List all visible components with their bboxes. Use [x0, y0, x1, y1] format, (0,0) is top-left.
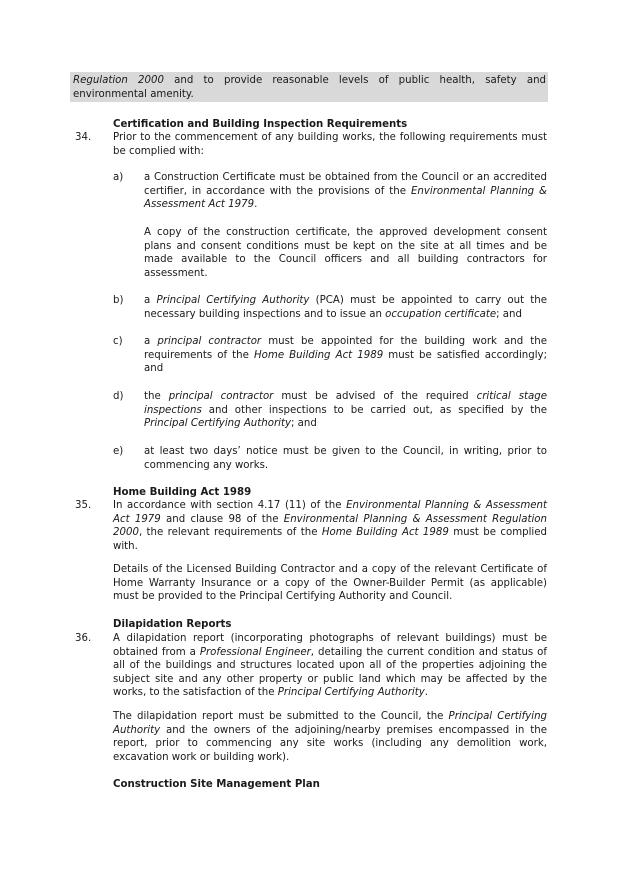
item-b-text: [144, 294, 547, 321]
section-35-text: [113, 499, 547, 553]
s35-part-1: In accordance with section 4.17 (11) of the: [113, 500, 347, 511]
item-a-text-end: .: [254, 199, 258, 210]
section-35-heading: Home Building Act 1989: [113, 487, 252, 498]
item-c-part-2: principal contractor: [157, 336, 262, 347]
item-c-part-4: Home Building Act 1989: [254, 349, 384, 361]
section-35-paragraph-2: Details of the Licensed Building Contractor and a copy of the relevant Certificate of Home Warranty Insurance or a copy of the Owner-Builder Permit (as applicable) must be provided to the Principal Certifying Authority and Council.: [113, 564, 547, 602]
section-36-number: 36.: [75, 633, 92, 644]
section-36-paragraph-2: [113, 710, 547, 764]
item-a-text: [144, 171, 547, 212]
item-b-part-2: Principal Certifying Authority: [156, 295, 310, 306]
s36-part-2: Professional Engineer: [199, 646, 311, 658]
section-36-heading: Dilapidation Reports: [113, 619, 232, 630]
item-b-part-1: a: [144, 295, 157, 306]
section-37-heading: Construction Site Management Plan: [113, 779, 320, 790]
s35-part-5: , the relevant requirements of the: [138, 527, 322, 538]
intro-text: and to provide reasonable levels of public health, safety and environmental amenity.: [73, 75, 546, 100]
item-a-act-title: Environmental Planning & Assessment Act 1979: [144, 185, 547, 210]
item-a-paragraph-2: A copy of the construction certificate, the approved development consent plans and consent conditions must be kept on the site at all times and be made available to the Council officers and all building contractors for assessment.: [144, 227, 547, 279]
s36-p2-part-3: and the owners of the adjoining/nearby premises encompassed in the report, prior to commencing any site works (including any demolition work, excavation work or building work).: [113, 724, 547, 763]
s35-part-4: Environmental Planning & Assessment Regulation 2000: [113, 513, 547, 538]
item-c-part-5: must be satisfied accordingly; and: [144, 349, 548, 374]
intro-italic-text: Regulation 2000: [73, 75, 164, 86]
section-35-number: 35.: [75, 500, 92, 511]
item-e-text: at least two days’ notice must be given to the Council, in writing, prior to commencing any works.: [144, 446, 547, 471]
item-c-part-3: must be appointed for the building work and the requirements of the: [144, 336, 548, 361]
item-d-part-3: must be advised of the required: [273, 391, 477, 402]
item-b-part-4: occupation certificate: [385, 308, 497, 320]
item-d-part-5: and other inspections to be carried out, as specified by the: [201, 404, 547, 416]
section-34-heading: Certification and Building Inspection Requirements: [113, 119, 408, 130]
s36-part-5: .: [424, 687, 428, 698]
section-34-lead: Prior to the commencement of any building works, the following requirements must be complied with:: [113, 132, 547, 157]
s36-p2-part-2: Principal Certifying Authority: [113, 711, 548, 736]
item-d-part-7: ; and: [290, 418, 317, 429]
s36-part-3: , detailing the current condition and status of all of the buildings and structures located upon all of the properties adjoining the subject site and any other property or public land which may be affected by the works, to the satisfaction of the: [113, 646, 548, 698]
item-c-part-1: a: [144, 336, 158, 347]
intro-shaded-paragraph: [70, 72, 548, 102]
section-34-number: 34.: [75, 132, 92, 143]
s36-part-1: A dilapidation report (incorporating photographs of relevant buildings) must be obtained from a: [113, 633, 547, 658]
item-d-part-1: the: [144, 391, 169, 402]
item-c-label: c): [113, 336, 123, 347]
item-d-part-2: principal contractor: [168, 391, 274, 402]
s35-part-7: must be complied with.: [113, 527, 547, 552]
section-36-text: [113, 632, 547, 700]
item-d-part-4: critical stage inspections: [144, 391, 548, 416]
item-d-text: [144, 390, 547, 431]
item-b-label: b): [113, 295, 124, 306]
s35-part-6: Home Building Act 1989: [321, 527, 449, 538]
item-c-text: [144, 335, 547, 376]
item-b-part-5: ; and: [496, 308, 522, 320]
s36-p2-part-1: The dilapidation report must be submitted to the Council, the: [113, 711, 449, 722]
item-b-part-3: (PCA) must be appointed to carry out the necessary building inspections and to issue an: [144, 295, 548, 320]
s36-part-4: Principal Certifying Authority: [277, 687, 425, 698]
item-e-label: e): [113, 446, 124, 457]
item-d-part-6: Principal Certifying Authority: [144, 418, 291, 429]
item-a-text-part: a Construction Certificate must be obtained from the Council or an accredited certifier, in accordance with the provisions of the: [144, 172, 547, 197]
s35-part-2: Environmental Planning & Assessment Act 1979: [113, 500, 548, 525]
item-a-label: a): [113, 172, 124, 183]
s35-part-3: and clause 98 of the: [160, 513, 284, 525]
item-d-label: d): [113, 391, 124, 402]
